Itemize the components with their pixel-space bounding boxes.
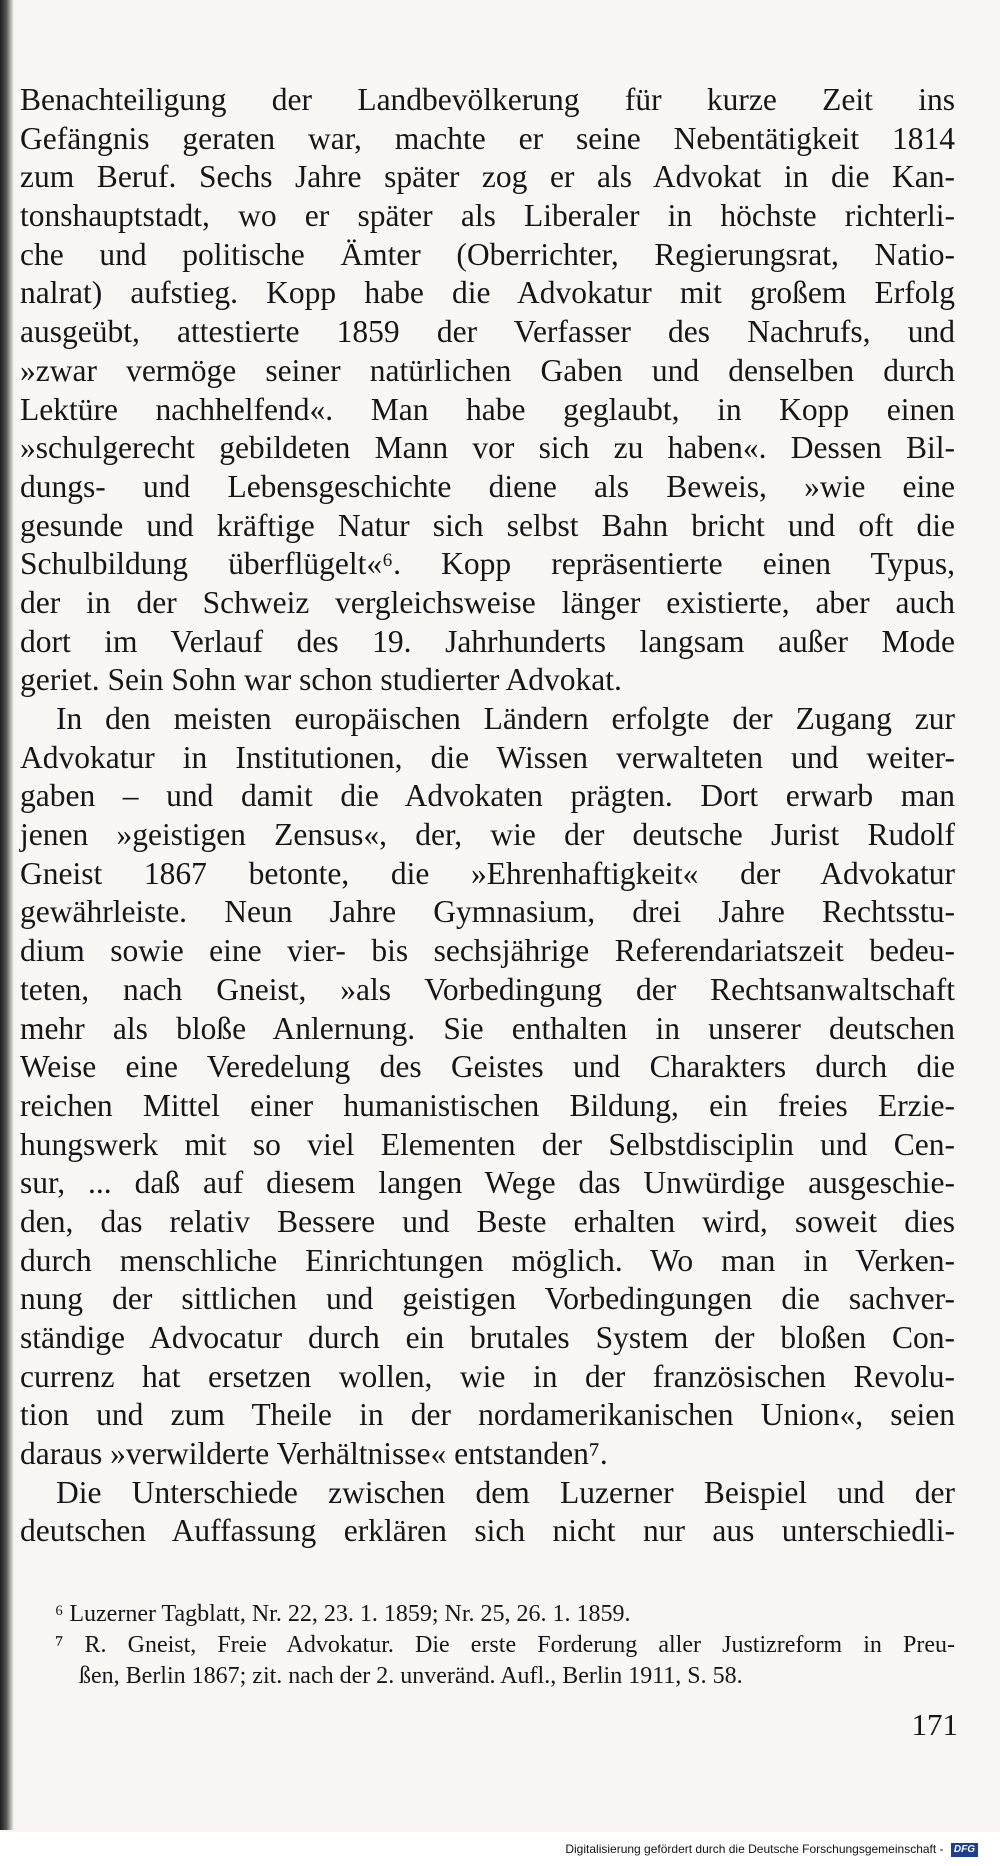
body-line: gesunde und kräftige Natur sich selbst Bahn bricht und oft die [20, 507, 955, 543]
body-line: dort im Verlauf des 19. Jahrhunderts langsam außer Mode [20, 623, 955, 659]
dfg-logo-icon: DFG [951, 1843, 978, 1857]
body-line: Lektüre nachhelfend«. Man habe geglaubt, in Kopp einen [20, 391, 955, 427]
body-line: Weise eine Veredelung des Geistes und Charakters durch die [20, 1049, 955, 1085]
body-line: mehr als bloße Anlernung. Sie enthalten in unserer deutschen [20, 1010, 955, 1046]
body-line: ständige Advocatur durch ein brutales System der bloßen Con- [20, 1320, 955, 1355]
body-line: sur, ... daß auf diesem langen Wege das Unwürdige ausgeschie- [20, 1165, 955, 1201]
body-line: teten, nach Gneist, »als Vorbedingung der Rechtsanwaltschaft [20, 971, 955, 1007]
body-line: tion und zum Theile in der nordamerikanischen Union«, seien [20, 1397, 955, 1433]
body-line: Gefängnis geraten war, machte er seine Nebentätigkeit 1814 [20, 120, 955, 156]
digitization-footer [0, 1832, 1000, 1866]
body-line: daraus »verwilderte Verhältnisse« entstanden⁷. [20, 1436, 608, 1472]
body-line: dium sowie eine vier- bis sechsjährige Referendariatszeit bedeu- [20, 933, 955, 969]
body-text [20, 81, 955, 1551]
body-line: Gneist 1867 betonte, die »Ehrenhaftigkeit« der Advokatur [20, 855, 955, 891]
binding-shadow [0, 0, 14, 1830]
footer-credit-text: Digitalisierung gefördert durch die Deutsche Forschungsgemeinschaft - [565, 1842, 944, 1857]
body-line: Benachteiligung der Landbevölkerung für kurze Zeit ins [20, 82, 955, 117]
footnote-7: ⁷ R. Gneist, Freie Advokatur. Die erste Forderung aller Justizreform in Preu- [55, 1632, 955, 1658]
body-line: tonshauptstadt, wo er später als Liberaler in höchste richterli- [20, 198, 955, 234]
body-line: durch menschliche Einrichtungen möglich. Wo man in Verken- [20, 1242, 955, 1278]
body-line: Advokatur in Institutionen, die Wissen verwalteten und weiter- [20, 739, 955, 775]
body-line: che und politische Ämter (Oberrichter, Regierungsrat, Natio- [20, 236, 955, 272]
body-line: gewährleiste. Neun Jahre Gymnasium, drei Jahre Rechtsstu- [20, 894, 955, 930]
body-line: zum Beruf. Sechs Jahre später zog er als Advokat in die Kan- [20, 159, 955, 195]
body-line: nung der sittlichen und geistigen Vorbedingungen die sachver- [20, 1281, 955, 1317]
body-line: »schulgerecht gebildeten Mann vor sich zu haben«. Dessen Bil- [20, 430, 955, 466]
body-line: nalrat) aufstieg. Kopp habe die Advokatur mit großem Erfolg [20, 275, 955, 311]
body-line: geriet. Sein Sohn war schon studierter Advokat. [20, 662, 622, 698]
body-line: jenen »geistigen Zensus«, der, wie der deutsche Jurist Rudolf [20, 817, 955, 853]
body-line: den, das relativ Bessere und Beste erhalten wird, soweit dies [20, 1203, 955, 1239]
body-line: der in der Schweiz vergleichsweise länger existierte, aber auch [20, 584, 955, 620]
body-line: Die Unterschiede zwischen dem Luzerner Beispiel und der [56, 1474, 955, 1510]
page-number: 171 [911, 1707, 958, 1742]
body-line: gaben – und damit die Advokaten prägten. Dort erwarb man [20, 778, 955, 814]
body-line: dungs- und Lebensgeschichte diene als Beweis, »wie eine [20, 468, 955, 504]
body-line: reichen Mittel einer humanistischen Bildung, ein freies Erzie- [20, 1087, 955, 1123]
body-line: Schulbildung überflügelt«⁶. Kopp repräsentierte einen Typus, [20, 546, 955, 582]
body-line: ausgeübt, attestierte 1859 der Verfasser des Nachrufs, und [20, 314, 955, 350]
footnote-6: ⁶ Luzerner Tagblatt, Nr. 22, 23. 1. 1859; Nr. 25, 26. 1. 1859. [55, 1601, 631, 1627]
body-line: »zwar vermöge seiner natürlichen Gaben und denselben durch [20, 352, 955, 388]
body-line: currenz hat ersetzen wollen, wie in der französischen Revolu- [20, 1358, 955, 1394]
footnote-7-continuation: ßen, Berlin 1867; zit. nach der 2. unveränd. Aufl., Berlin 1911, S. 58. [79, 1663, 743, 1689]
footer-credit [565, 1842, 978, 1857]
body-line: hungswerk mit so viel Elementen der Selbstdisciplin und Cen- [20, 1126, 955, 1162]
body-line: In den meisten europäischen Ländern erfolgte der Zugang zur [56, 701, 955, 736]
footnotes [55, 1599, 955, 1692]
body-line: deutschen Auffassung erklären sich nicht nur aus unterschiedli- [20, 1513, 955, 1549]
